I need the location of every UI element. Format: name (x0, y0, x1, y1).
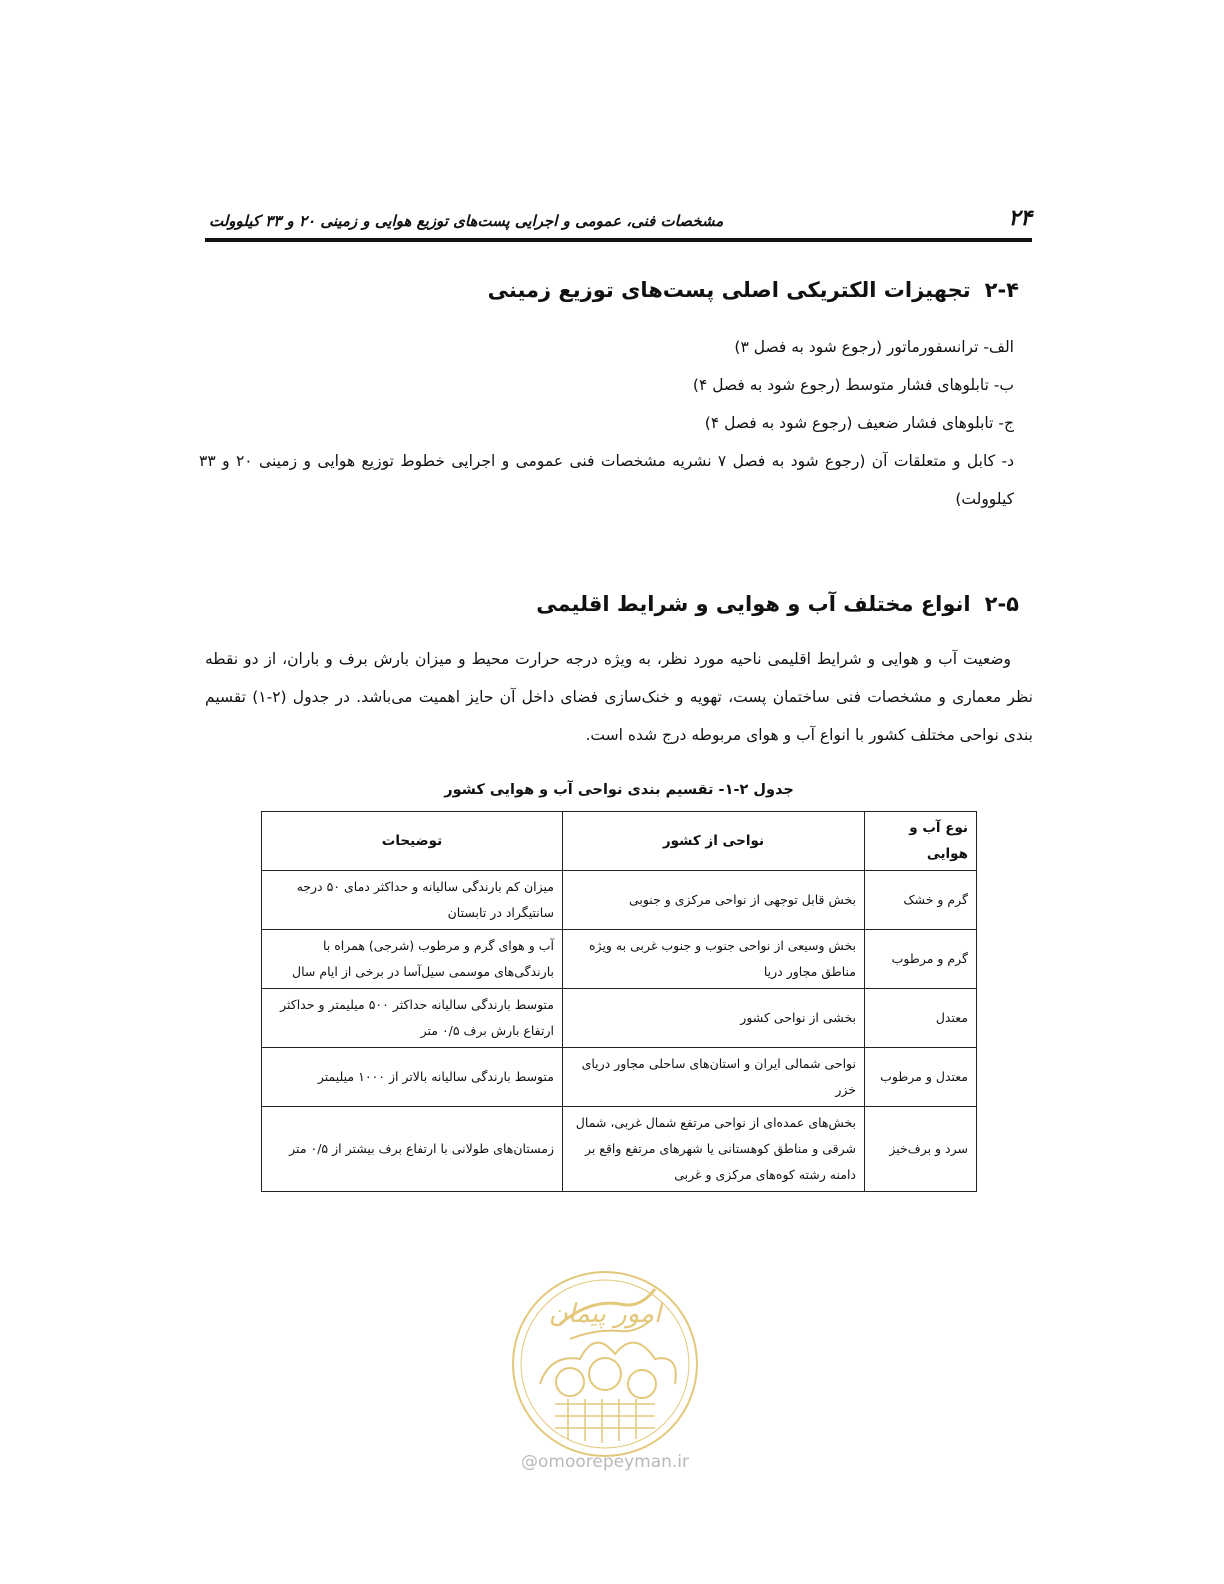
table-cell: متوسط بارندگی سالیانه بالاتر از ۱۰۰۰ میلیمتر (262, 1048, 563, 1107)
climate-paragraph: وضعیت آب و هوایی و شرایط اقلیمی ناحیه مورد نظر، به ویژه درجه حرارت محیط و میزان بارش برف و باران، از دو نقطه نظر معماری و مشخصات فنی ساختمان پست، تهویه و خنک‌سازی فضای داخل آن حایز اهمیت می‌باشد. در جدول (۲-۱) تقسیم بندی نواحی مختلف کشور با انواع آب و هوای مربوطه درج شده است. (205, 650, 1033, 744)
table-cell: نواحی شمالی ایران و استان‌های ساحلی مجاور دریای خزر (563, 1048, 865, 1107)
list-item: الف- ترانسفورماتور (رجوع شود به فصل ۳) (734, 338, 1014, 356)
equipment-list (199, 328, 1014, 518)
table-cell: متوسط بارندگی سالیانه حداکثر ۵۰۰ میلیمتر و حداکثر ارتفاع بارش برف ۰/۵ متر (262, 989, 563, 1048)
page-header (205, 206, 1032, 238)
table-row (262, 930, 977, 989)
running-title: مشخصات فنی، عمومی و اجرایی پست‌های توزیع هوایی و زمینی ۲۰ و ۳۳ کیلوولت (209, 212, 724, 230)
list-item: ب- تابلوهای فشار متوسط (رجوع شود به فصل ۴) (692, 376, 1014, 394)
table-cell: بخش وسیعی از نواحی جنوب و جنوب غربی به ویژه مناطق مجاور دریا (563, 930, 865, 989)
table-cell: گرم و مرطوب (865, 930, 977, 989)
table-cell: گرم و خشک (865, 871, 977, 930)
column-header: توضیحات (262, 812, 563, 871)
table-cell: معتدل و مرطوب (865, 1048, 977, 1107)
table-cell: میزان کم بارندگی سالیانه و حداکثر دمای ۵۰ درجه سانتیگراد در تابستان (262, 871, 563, 930)
table-cell: بخشی از نواحی کشور (563, 989, 865, 1048)
section-title: انواع مختلف آب و هوایی و شرایط اقلیمی (536, 592, 971, 616)
watermark-website: @omoorepeyman.ir (520, 1452, 690, 1472)
section-number: ۲-۴ (984, 278, 1019, 302)
column-header: نوع آب و هوایی (865, 812, 977, 871)
section-heading-2-5 (536, 592, 1019, 616)
table-cell: زمستان‌های طولانی با ارتفاع برف بیشتر از ۰/۵ متر (262, 1107, 563, 1192)
table-row (262, 1107, 977, 1192)
table-row (262, 871, 977, 930)
table-cell: آب و هوای گرم و مرطوب (شرجی) همراه با بارندگی‌های موسمی سیل‌آسا در برخی از ایام سال (262, 930, 563, 989)
table-row (262, 989, 977, 1048)
watermark-logo (500, 1264, 710, 1464)
header-rule (205, 238, 1032, 242)
table-cell: بخش قابل توجهی از نواحی مرکزی و جنوبی (563, 871, 865, 930)
table-cell: معتدل (865, 989, 977, 1048)
list-item: د- کابل و متعلقات آن (رجوع شود به فصل ۷ نشریه مشخصات فنی عمومی و اجرایی خطوط توزیع هوایی و زمینی ۲۰ و ۳۳ کیلوولت) (199, 452, 1014, 508)
column-header: نواحی از کشور (563, 812, 865, 871)
section-title: تجهیزات الکتریکی اصلی پست‌های توزیع زمینی (487, 278, 971, 302)
section-number: ۲-۵ (984, 592, 1019, 616)
climate-table (261, 811, 977, 1192)
list-item: ج- تابلوهای فشار ضعیف (رجوع شود به فصل ۴) (704, 414, 1014, 432)
table-header-row (262, 812, 977, 871)
section-heading-2-4 (488, 278, 1019, 302)
table-cell: بخش‌های عمده‌ای از نواحی مرتفع شمال غربی، شمال شرقی و مناطق کوهستانی یا شهرهای مرتفع واقع بر دامنه رشته کوه‌های مرکزی و غربی (563, 1107, 865, 1192)
page-number: ۲۴ (1008, 206, 1032, 231)
table-caption: جدول ۲-۱- تقسیم بندی نواحی آب و هوایی کشور (444, 782, 794, 798)
watermark-logo-text: امور پیمان (548, 1299, 662, 1329)
table-row (262, 1048, 977, 1107)
table-cell: سرد و برف‌خیز (865, 1107, 977, 1192)
